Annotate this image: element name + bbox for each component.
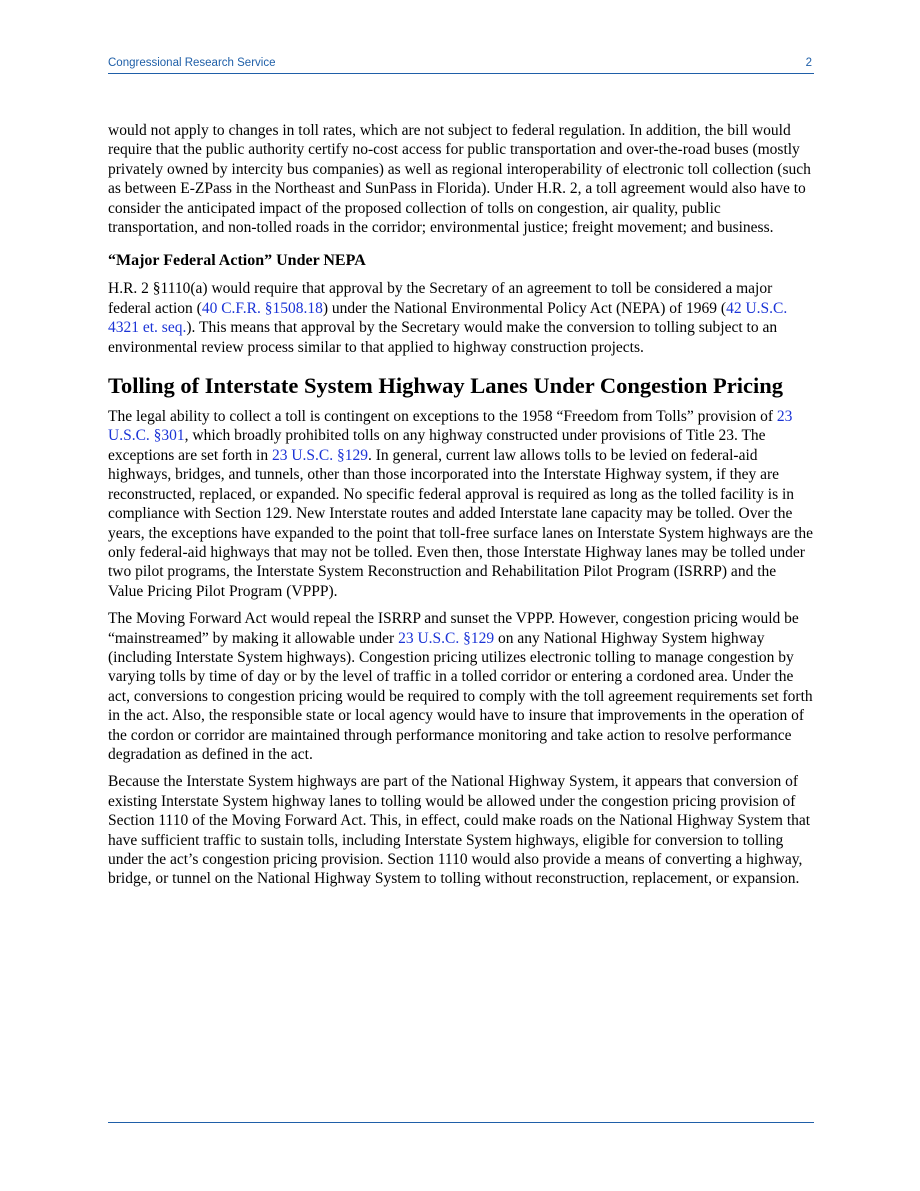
paragraph-interstate-conversion: Because the Interstate System highways are part of the National Highway System, it appears that conversion of existing Interstate System highway lanes to tolling would be allowed under the congestion pricing provision of Section 1110 of the Moving Forward Act. This, in effect, could make roads on the National Highway System that have sufficient traffic to sustain tolls, including Interstate System highways, eligible for conversion to tolling under the act’s congestion pricing provision. Section 1110 would also provide a means of converting a highway, bridge, or tunnel on the National Highway System to tolling without reconstruction, replacement, or expansion. xyxy=(108,773,811,888)
paragraph-legal-ability xyxy=(108,407,814,601)
section-heading-tolling: Tolling of Interstate System Highway Lanes Under Congestion Pricing xyxy=(108,373,784,399)
page-number: 2 xyxy=(805,57,812,69)
paragraph-moving-forward-act xyxy=(108,609,814,764)
text-run: on any National Highway System highway (including Interstate System highways). Congestion pricing utilizes electronic tolling to manage congestion by varying tolls by time of day or by the level of traffic in a tolled corridor or entering a cordoned area. Under the act, conversions to congestion pricing would be required to comply with the toll agreement requirements set forth in the act. Also, the responsible state or local agency would have to insure that improvements in the operation of the cordon or corridor are maintained through performance monitoring and take action to resolve performance degradation as defined in the act. xyxy=(108,629,813,763)
text-run: H.R. 2 §1110(a) would require that approval by the Secretary of an agreement to toll be considered a major federal action ( xyxy=(108,280,773,317)
text-run: The legal ability to collect a toll is contingent on exceptions to the 1958 “Freedom from Tolls” provision of xyxy=(108,408,777,426)
document-body xyxy=(108,121,814,897)
text-run: , which broadly prohibited tolls on any highway constructed under provisions of Title 23. The exceptions are set forth in xyxy=(108,427,766,464)
text-run: The Moving Forward Act would repeal the ISRRP and sunset the VPPP. However, congestion pricing would be “mainstreamed” by making it allowable under xyxy=(108,610,799,647)
section-heading-nepa: “Major Federal Action” Under NEPA xyxy=(108,252,366,270)
link-42-usc-4321[interactable]: 42 U.S.C. 4321 et. seq. xyxy=(108,299,788,337)
link-23-usc-129[interactable]: 23 U.S.C. §129 xyxy=(398,629,495,647)
header-rule xyxy=(108,73,814,74)
text-run: . In general, current law allows tolls to be levied on federal-aid highways, bridges, and tunnels, other than those incorporated into the Interstate Highway system, if they are reconstructed, replaced, or expanded. No specific federal approval is required as long as the tolled facility is in compliance with Section 129. New Interstate routes and added Interstate lane capacity may be tolled. Over the years, the exceptions have expanded to the point that toll-free surface lanes on Interstate System highways are the only federal-aid highways that may not be tolled. Even then, those Interstate Highway lanes may be tolled under two pilot programs, the Interstate System Reconstruction and Rehabilitation Pilot Program (ISRRP) and the Value Pricing Pilot Program (VPPP). xyxy=(108,446,814,600)
paragraph-nepa xyxy=(108,279,814,357)
text-run: ). This means that approval by the Secretary would make the conversion to tolling subject to an environmental review process similar to that applied to highway construction projects. xyxy=(108,319,778,356)
running-header-title: Congressional Research Service xyxy=(108,57,276,69)
paragraph-toll-agreement: would not apply to changes in toll rates, which are not subject to federal regulation. In addition, the bill would require that the public authority certify no-cost access for public transportation and over-the-road buses (mostly privately owned by intercity bus companies) as well as regional interoperability of electronic toll collection (such as between E-ZPass in the Northeast and SunPass in Florida). Under H.R. 2, a toll agreement would also have to consider the anticipated impact of the proposed collection of tolls on congestion, air quality, public transportation, and non-tolled roads in the corridor; environmental justice; freight movement; and business. xyxy=(108,122,811,237)
link-23-usc-301[interactable]: 23 U.S.C. §301 xyxy=(108,408,793,445)
link-23-usc-129[interactable]: 23 U.S.C. §129 xyxy=(271,446,369,464)
footer-rule xyxy=(108,1122,814,1123)
text-run: ) under the National Environmental Policy Act (NEPA) of 1969 ( xyxy=(322,299,727,317)
link-40-cfr-1508-18[interactable]: 40 C.F.R. §1508.18 xyxy=(201,299,323,317)
